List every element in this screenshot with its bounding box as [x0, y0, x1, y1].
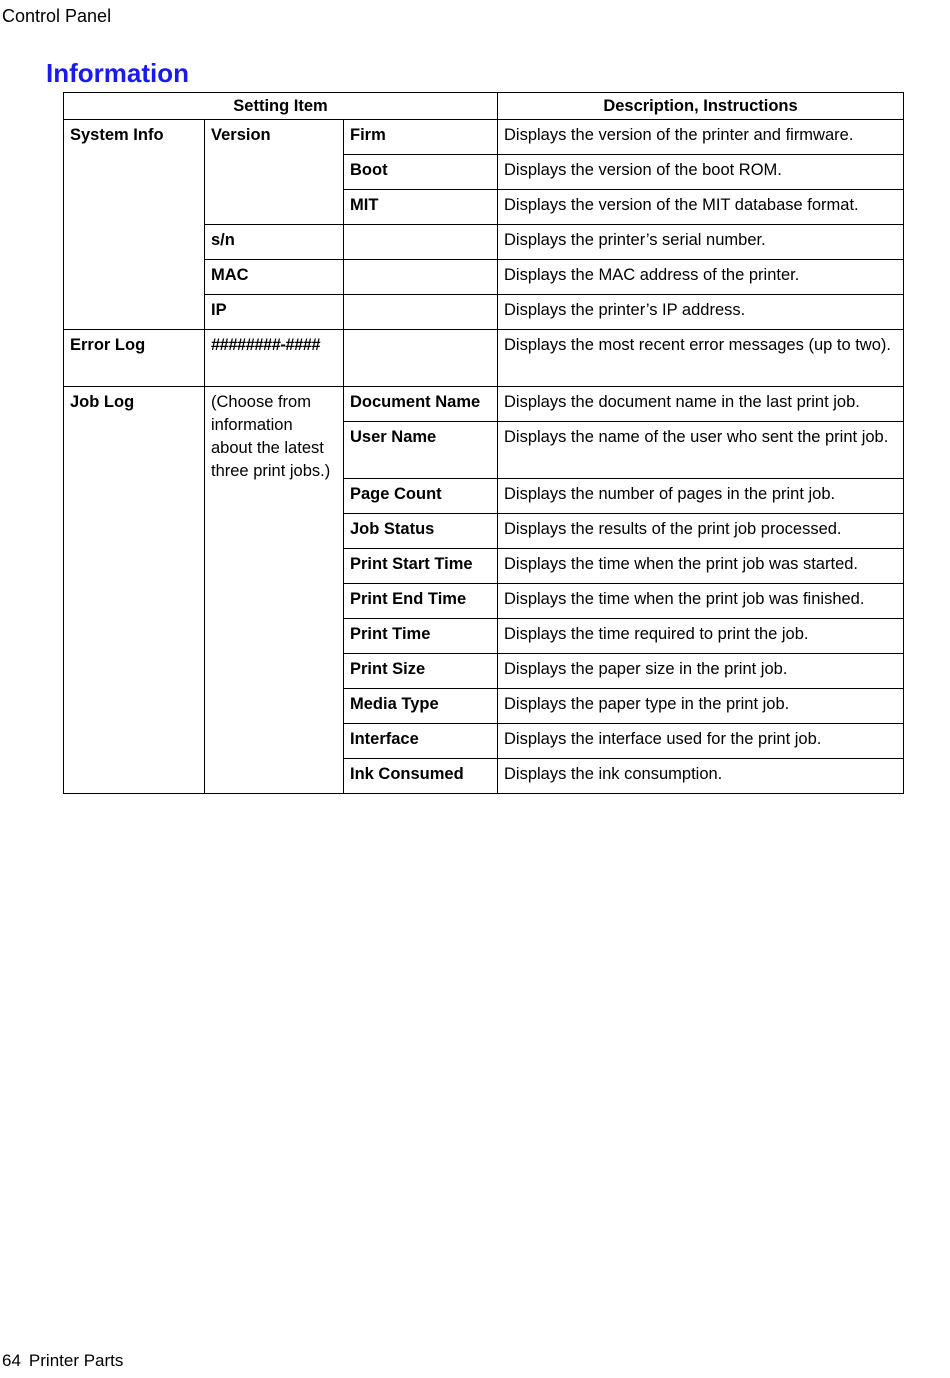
job-item-desc: Displays the document name in the last print job. [498, 387, 904, 422]
job-item-desc: Displays the results of the print job processed. [498, 514, 904, 549]
group-system-info: System Info [64, 120, 205, 330]
job-item-label: Print Time [344, 619, 498, 654]
job-item-label: User Name [344, 422, 498, 479]
item-ip: IP [205, 295, 344, 330]
desc-error-log: Displays the most recent error messages (up to two). [498, 330, 904, 387]
information-table [63, 92, 904, 794]
group-job-log: Job Log [64, 387, 205, 794]
subitem-firm: Firm [344, 120, 498, 155]
header-setting-item: Setting Item [64, 93, 498, 120]
page-number: 64 [2, 1351, 21, 1370]
desc-mit: Displays the version of the MIT database format. [498, 190, 904, 225]
group-error-log: Error Log [64, 330, 205, 387]
job-item-desc: Displays the time required to print the job. [498, 619, 904, 654]
table-row [64, 387, 904, 422]
item-sn: s/n [205, 225, 344, 260]
desc-ip: Displays the printer’s IP address. [498, 295, 904, 330]
table-row [64, 120, 904, 155]
empty-cell [344, 330, 498, 387]
job-item-desc: Displays the time when the print job was started. [498, 549, 904, 584]
desc-boot: Displays the version of the boot ROM. [498, 155, 904, 190]
subitem-boot: Boot [344, 155, 498, 190]
page-footer [2, 1350, 123, 1372]
job-item-desc: Displays the name of the user who sent the print job. [498, 422, 904, 479]
job-item-label: Print Start Time [344, 549, 498, 584]
table-header-row [64, 93, 904, 120]
empty-cell [344, 260, 498, 295]
job-item-label: Ink Consumed [344, 759, 498, 794]
job-item-label: Job Status [344, 514, 498, 549]
job-item-desc: Displays the paper type in the print job. [498, 689, 904, 724]
job-item-label: Interface [344, 724, 498, 759]
subitem-mit: MIT [344, 190, 498, 225]
job-item-desc: Displays the number of pages in the print job. [498, 479, 904, 514]
job-item-label: Print End Time [344, 584, 498, 619]
empty-cell [344, 295, 498, 330]
job-item-label: Print Size [344, 654, 498, 689]
section-title: Information [46, 58, 189, 88]
chapter-name: Printer Parts [28, 1351, 124, 1370]
job-log-note: (Choose from information about the latest three print jobs.) [205, 387, 344, 794]
desc-firm: Displays the version of the printer and firmware. [498, 120, 904, 155]
job-item-label: Document Name [344, 387, 498, 422]
job-item-label: Page Count [344, 479, 498, 514]
error-log-value: ########-#### [205, 330, 344, 387]
item-version: Version [205, 120, 344, 225]
job-item-desc: Displays the time when the print job was finished. [498, 584, 904, 619]
job-item-desc: Displays the interface used for the print job. [498, 724, 904, 759]
running-header: Control Panel [2, 6, 112, 26]
empty-cell [344, 225, 498, 260]
desc-mac: Displays the MAC address of the printer. [498, 260, 904, 295]
table-row [64, 330, 904, 387]
desc-sn: Displays the printer’s serial number. [498, 225, 904, 260]
header-description: Description, Instructions [498, 93, 904, 120]
item-mac: MAC [205, 260, 344, 295]
job-item-desc: Displays the paper size in the print job. [498, 654, 904, 689]
job-item-label: Media Type [344, 689, 498, 724]
job-item-desc: Displays the ink consumption. [498, 759, 904, 794]
